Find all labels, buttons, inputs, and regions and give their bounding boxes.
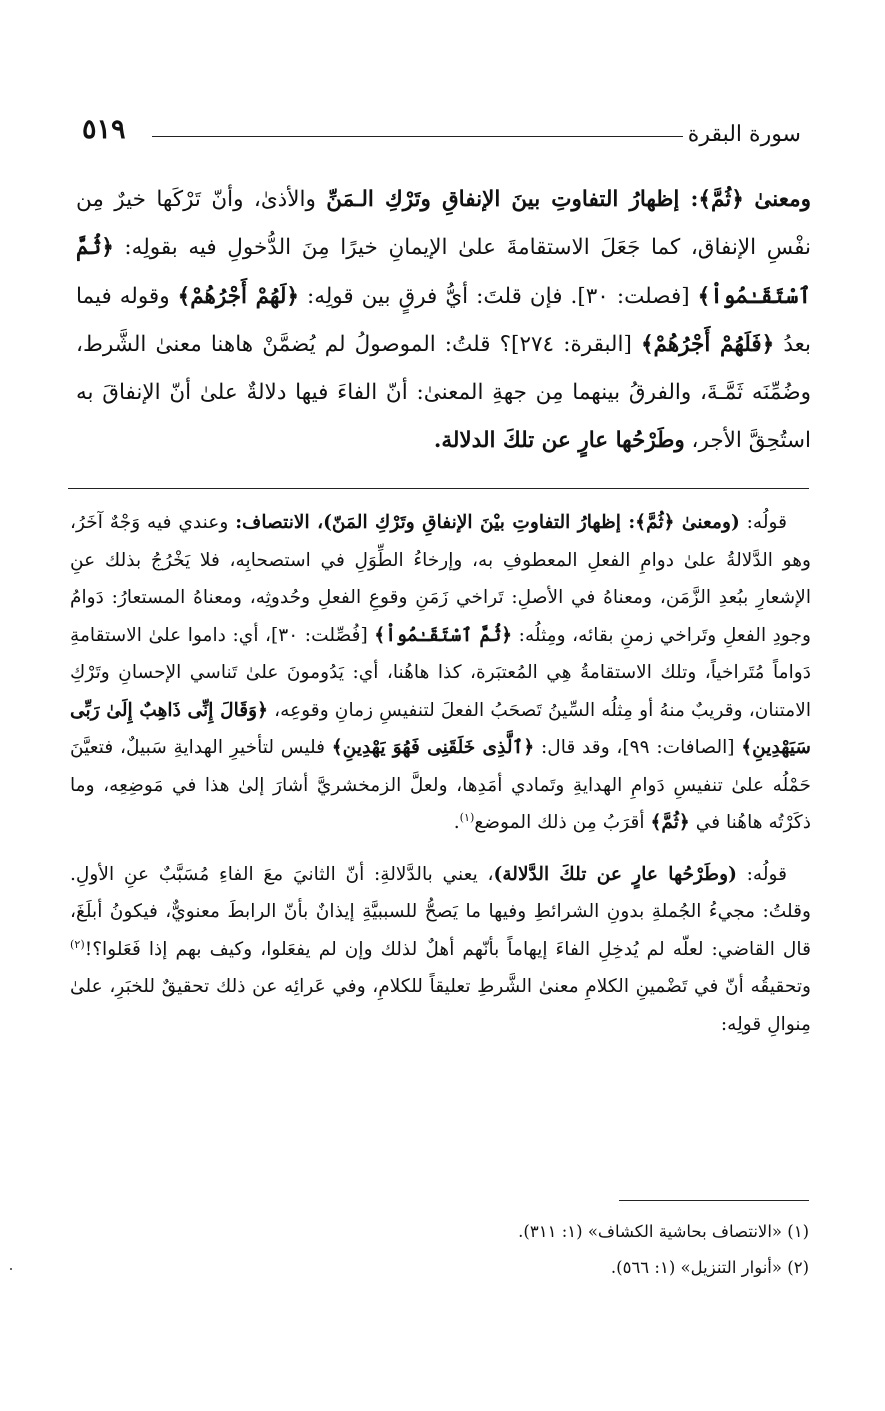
footnote-ref[interactable]: (١) xyxy=(459,810,475,824)
main-text-run: والأذىٰ، وأنّ تَرْكَها خيرٌ مِن نفْسِ الإنفاق، كما جَعَلَ الاستقامةَ علىٰ الإيمانِ خيرًا مِنَ الدُّخولِ فيه بقولِه: xyxy=(76,187,811,261)
comm-bold-lemma: (وطَرْحُها عارٍ عن تلكَ الدَّلالة) xyxy=(493,863,737,885)
comm-text-run: وعندي فيه وَجْهٌ آخَرُ، وهو الدَّلالةُ علىٰ دوامِ الفعلِ المعطوفِ به، وإرخاءُ الطِّوَلِ في استصحابِه، فلا يَخْرُجُ بذلك عنِ الإشعارِ ببُعدِ الزَّمَن، ومعناهُ في الأصلِ: تَراخي زَمَنِ وقوعِ الفعلِ وحُدوثِه، ومعناهُ المستعارُ: دَوامُ وجودِ الفعلِ وتَراخي زمنِ بقائه، ومِثلُه: xyxy=(70,512,812,646)
section-divider xyxy=(68,488,809,489)
main-lead: ومعنىٰ xyxy=(754,187,811,212)
main-text-run: [فصلت: ٣٠]. فإن قلتَ: أيُّ فرقٍ بين قولِه: xyxy=(298,283,698,309)
comm-text-run: . xyxy=(453,812,460,833)
comm-text-run: قولُه: xyxy=(739,512,787,533)
main-paragraph xyxy=(76,176,811,466)
comm-bold-lemma: (ومعنىٰ ﴿ثُمَّ﴾: إظهارُ التفاوتِ بيْنَ الإنفاقِ وتَرْكِ المَنّ)، الانتصاف: xyxy=(235,512,740,533)
footnote-1: (١) «الانتصاف بحاشية الكشاف» (١: ٣١١). xyxy=(518,1222,809,1241)
footnote-ref[interactable]: (٢) xyxy=(70,937,85,951)
main-text xyxy=(76,176,811,466)
footnote-rule xyxy=(619,1200,809,1201)
main-bold-ending: وطَرْحُها عارٍ عن تلكَ الدلالة. xyxy=(433,428,685,454)
footnote-2: (٢) «أنوار التنزيل» (١: ٥٦٦). xyxy=(610,1258,809,1277)
comm-text-run: [فُصِّلت: ٣٠]، أي: داموا علىٰ الاستقامةِ دَواماً مُتَراخياً، وتلك الاستقامةُ هِي المُعتبَرة، كذا هاهُنا، أي: يَدُومونَ علىٰ تَناسي الإحسانِ وتَرْكِ الامتنان، وقريبٌ منهُ أو مِثلُه السِّينُ تَصحَبُ الفعلَ لتنفيسِ زمانِ وقوعِه، xyxy=(70,624,811,721)
main-bold-phrase: : إظهارُ التفاوتِ بينَ الإنفاقِ وتَرْكِ الـمَنِّ xyxy=(326,187,699,212)
commentary-paragraph-2 xyxy=(70,856,811,1044)
comm-text-run: فليس لتأخيرِ الهدايةِ سَبيلٌ، فتعيَّنَ حَمْلُه علىٰ تنفيسِ دَوامِ الهدايةِ وتَمادي أمَدِها، ولعلَّ الزمخشريَّ أشارَ إلىٰ هذا في مَوضِعِه، وما ذكَرْتُه هاهُنا في xyxy=(70,737,811,833)
footnotes xyxy=(69,1214,809,1286)
comm-text-run: أقرَبُ مِن ذلك الموضع xyxy=(474,812,651,833)
surah-title: سورة البقرة xyxy=(687,122,801,147)
quran-quote: ﴿وَقَالَ إِنِّى ذَاهِبٌ إِلَىٰ رَبِّى سَيَهْدِينِ﴾ xyxy=(70,699,811,758)
comm-text-run: وتحقيقُه أنّ في تَضْمينِ الكلامِ معنىٰ الشَّرطِ تعليقاً للكلامِ، وفي عَرائِه عن ذلك تحقيقٌ للخبَرِ، علىٰ مِنوالِ قولِه: xyxy=(70,976,811,1035)
quran-quote: ﴿لَهُمْ أَجْرُهُمْ﴾ xyxy=(177,283,299,309)
quran-quote: ﴿ثُمَّ ٱسْتَقَـٰمُواْ﴾ xyxy=(76,235,811,309)
main-text-run: [البقرة: ٢٧٤]؟ قلتُ: الموصولُ لم يُضمَّنْ هاهنا معنىٰ الشَّرط، وضُمِّنَه ثَمَّـةَ، والفرقُ بينهما مِن جهةِ المعنىٰ: أنّ الفاءَ فيها دلالةٌ علىٰ أنّ الإنفاقَ به استُحِقَّ الأجر، xyxy=(76,331,811,454)
quran-quote: ﴿ٱلَّذِى خَلَقَنِى فَهُوَ يَهْدِينِ﴾ xyxy=(331,737,535,758)
comm-text-run: قولُه: xyxy=(736,863,787,885)
quran-quote: ﴿ثُمَّ ٱسْتَقَـٰمُواْ﴾ xyxy=(374,624,513,646)
quran-quote: ﴿ثُمَّ﴾ xyxy=(650,812,690,833)
comm-text-run: [الصافات: ٩٩]، وقد قال: xyxy=(534,737,742,758)
page-header xyxy=(82,112,801,156)
scan-speck xyxy=(10,1268,12,1270)
commentary xyxy=(70,504,811,1043)
header-rule xyxy=(152,136,683,137)
page-number: ٥١٩ xyxy=(82,114,126,145)
quran-quote: ﴿ثُمَّ﴾ xyxy=(698,187,744,212)
main-text-run: وقوله فيما بعدُ xyxy=(76,283,811,357)
commentary-paragraph-1 xyxy=(70,504,811,842)
comm-text-run: ، يعني بالدَّلالةِ: أنّ الثانيَ معَ الفاءِ مُسَبَّبٌ عنِ الأولِ. وقلتُ: مجيءُ الجُملةِ بدونِ الشرائطِ وفيها ما يَصحُّ للسببيَّةِ إيذانٌ بأنّ الرابطَ معنويٌّ، فيكونُ أبلَغَ، قال القاضي: لعلّه لم يُدخِلِ الفاءَ إيهاماً بأنّهم أهلٌ لذلك وإن لم يفعَلوا، وكيف بهم إذا فَعَلوا؟! xyxy=(70,863,811,960)
quran-quote: ﴿فَلَهُمْ أَجْرُهُمْ﴾ xyxy=(640,331,775,357)
